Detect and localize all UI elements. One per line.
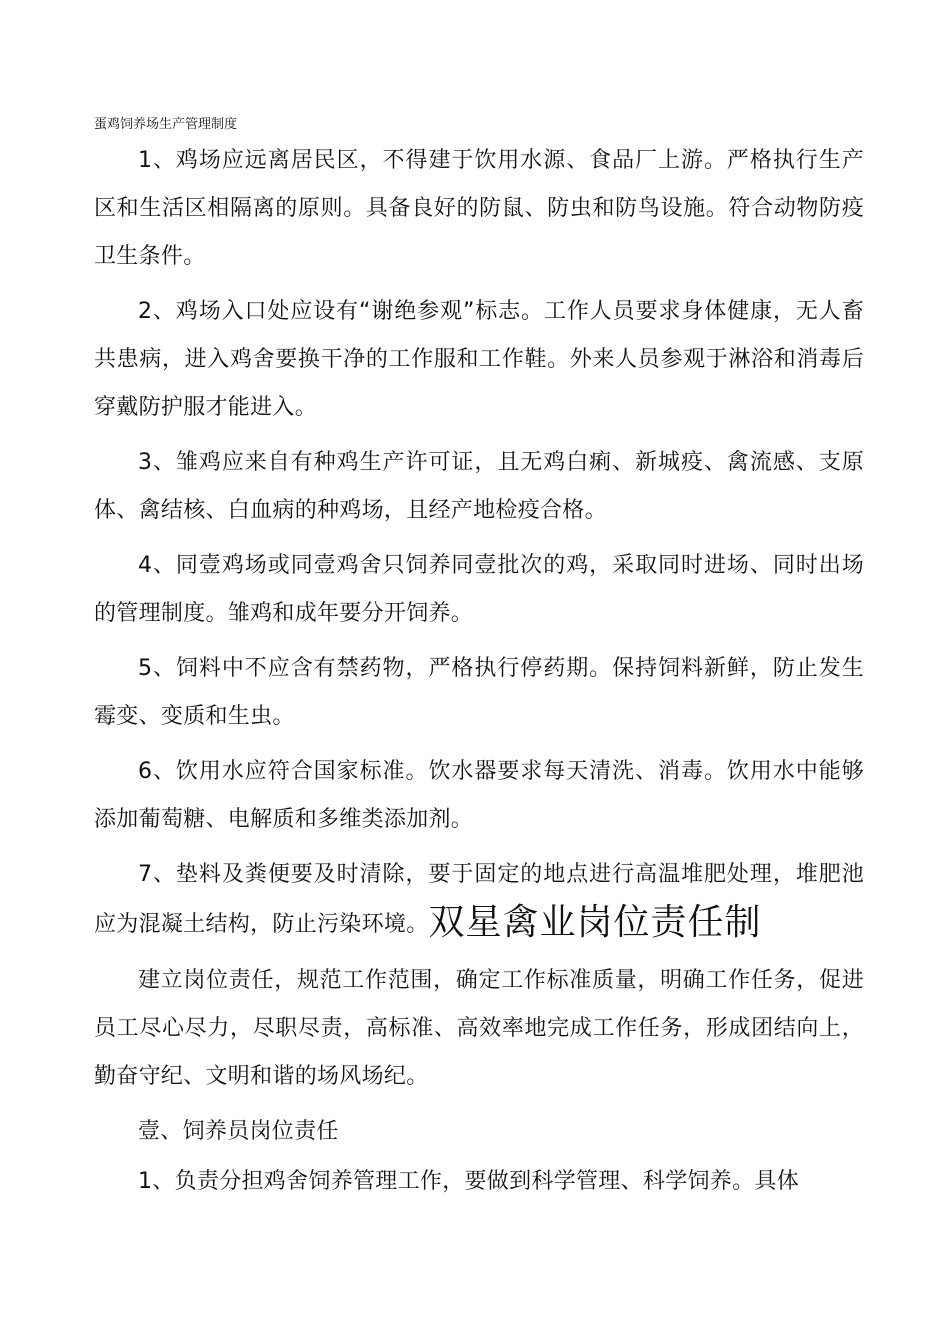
paragraph-2: 2、鸡场入口处应设有“谢绝参观”标志。工作人员要求身体健康，无人畜共患病，进入鸡舍要换干净的工作服和工作鞋。外来人员参观于淋浴和消毒后穿戴防护服才能进入。: [94, 299, 864, 420]
paragraph-6: 6、饮用水应符合国家标准。饮水器要求每天清洗、消毒。饮用水中能够添加葡萄糖、电解质和多维类添加剂。: [94, 759, 864, 832]
section-title-feeder: 壹、饲养员岗位责任: [138, 1119, 339, 1144]
paragraph-4: 4、同壹鸡场或同壹鸡舍只饲养同壹批次的鸡，采取同时进场、同时出场的管理制度。雏鸡和成年要分开饲养。: [94, 553, 864, 626]
paragraph-7-text: 7、垫料及粪便要及时清除，要于固定的地点进行高温堆肥处理，堆肥池应为混凝土结构，防止污染环境。: [94, 862, 864, 937]
intro-paragraph: 建立岗位责任，规范工作范围，确定工作标准质量，明确工作任务，促进员工尽心尽力，尽职尽责，高标准、高效率地完成工作任务，形成团结向上，勤奋守纪、文明和谐的场风场纪。: [94, 968, 864, 1089]
paragraph-3: 3、雏鸡应来自有种鸡生产许可证，且无鸡白痢、新城疫、禽流感、支原体、禽结核、白血病的种鸡场，且经产地检疫合格。: [94, 450, 864, 523]
section-item-1: 1、负责分担鸡舍饲养管理工作，要做到科学管理、科学饲养。具体: [138, 1169, 799, 1194]
paragraph-1: 1、鸡场应远离居民区，不得建于饮用水源、食品厂上游。严格执行生产区和生活区相隔离的原则。具备良好的防鼠、防虫和防鸟设施。符合动物防疫卫生条件。: [94, 148, 864, 269]
paragraph-7: [94, 851, 864, 949]
responsibility-system-heading: 双星禽业岗位责任制: [428, 902, 762, 943]
document-body: [94, 137, 864, 1213]
paragraph-5: 5、饲料中不应含有禁药物，严格执行停药期。保持饲料新鲜，防止发生霉变、变质和生虫。: [94, 656, 864, 729]
page-header: 蛋鸡饲养场生产管理制度: [94, 117, 238, 132]
